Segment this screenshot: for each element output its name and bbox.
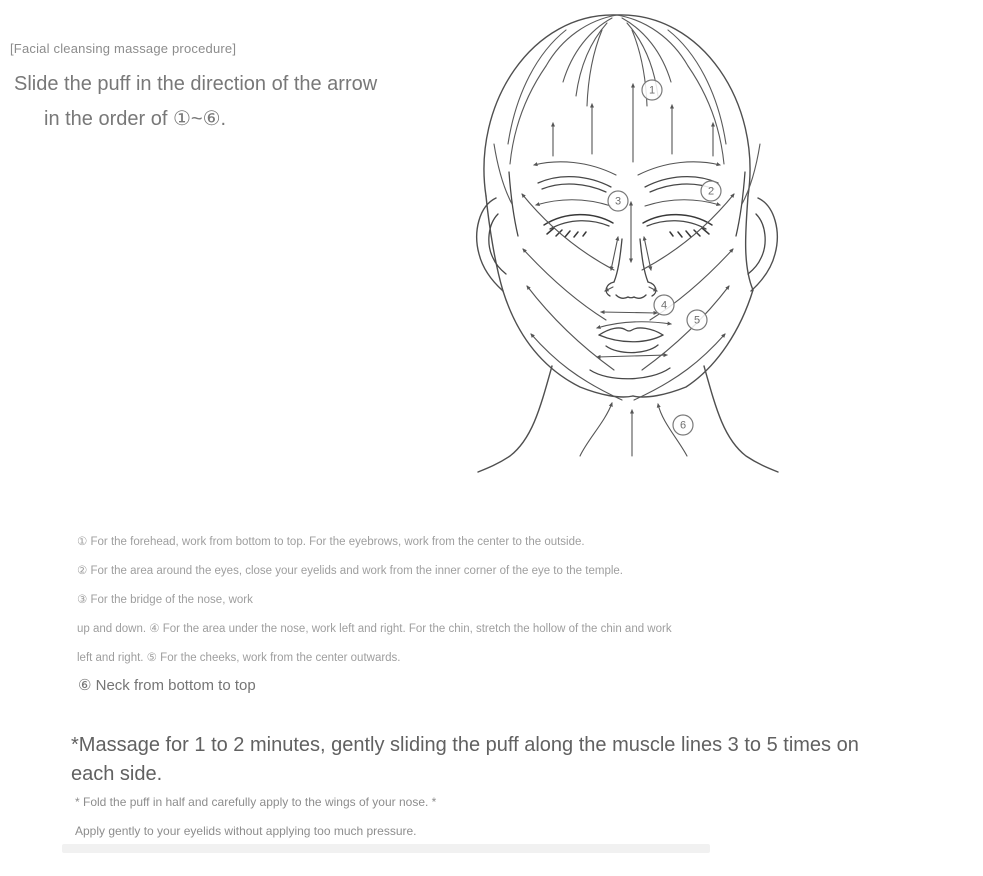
forehead-arrows: [553, 84, 713, 162]
marker-6-label: 6: [679, 419, 687, 432]
marker-1: [642, 80, 662, 100]
marker-2: [701, 181, 721, 201]
eyebrows: [538, 177, 718, 192]
marker-5: [687, 310, 707, 330]
nose-arrows: [605, 202, 657, 291]
marker-3: [608, 191, 628, 211]
step-5-text: left and right. ⑤ For the cheeks, work from the center outwards.: [77, 652, 401, 664]
step-markers: [608, 80, 721, 435]
neck-shoulders: [478, 366, 778, 472]
face-massage-diagram: [470, 4, 810, 494]
marker-6: [673, 415, 693, 435]
step-6-text: ⑥ Neck from bottom to top: [78, 677, 256, 694]
neck-arrows: [580, 403, 687, 456]
marker-4-label: 4: [660, 299, 668, 312]
hair-strands: [494, 15, 760, 204]
marker-1-label: 1: [648, 84, 656, 97]
marker-5-label: 5: [693, 314, 701, 327]
marker-4: [654, 295, 674, 315]
fold-puff-note: * Fold the puff in half and carefully apply to the wings of your nose. *: [75, 795, 437, 809]
intro-line-2: in the order of ①~⑥.: [44, 108, 227, 130]
step-2-text: ② For the area around the eyes, close your eyelids and work from the inner corner of the eye to the temple.: [77, 565, 623, 577]
eyelid-pressure-note: Apply gently to your eyelids without applying too much pressure.: [75, 824, 417, 838]
step-1-text: ① For the forehead, work from bottom to top. For the eyebrows, work from the center to the outside.: [77, 536, 585, 548]
step-3-text: ③ For the bridge of the nose, work: [77, 594, 253, 606]
intro-line-1: Slide the puff in the direction of the arrow: [14, 73, 378, 95]
mouth-arrows: [597, 312, 671, 357]
lips: [590, 328, 670, 379]
scan-artifact-band: [62, 844, 710, 853]
marker-3-label: 3: [614, 195, 622, 208]
right-ear: [748, 198, 777, 291]
marker-2-label: 2: [707, 185, 715, 198]
left-ear: [477, 198, 506, 291]
closed-eyes: [544, 215, 712, 237]
step-4-text: up and down. ④ For the area under the nose, work left and right. For the chin, stretch the hollow of the chin and work: [77, 623, 672, 635]
section-tag: [Facial cleansing massage procedure]: [10, 41, 237, 56]
massage-duration-note: *Massage for 1 to 2 minutes, gently sliding the puff along the muscle lines 3 to 5 times on each side.: [71, 734, 859, 785]
